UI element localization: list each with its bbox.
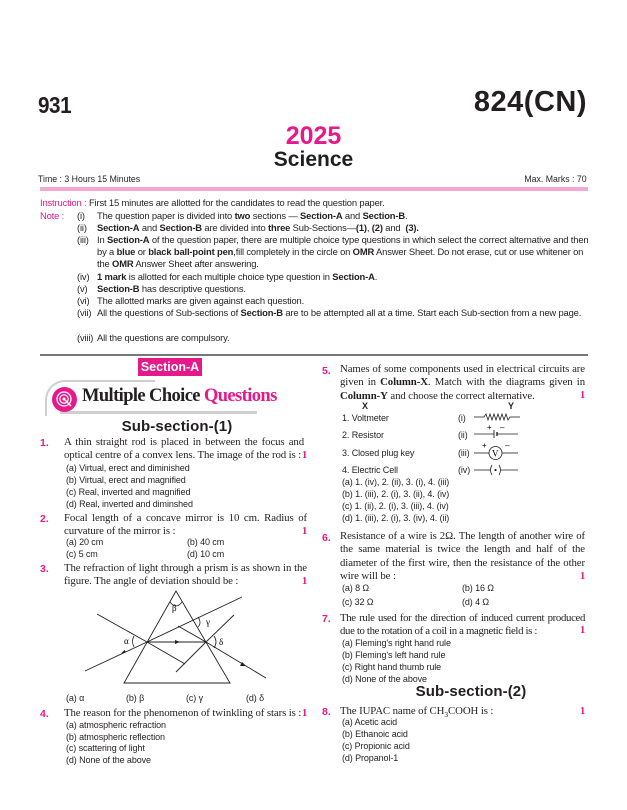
prism-triangle	[124, 591, 230, 683]
question-stem: The rule used for the direction of induced current produced due to the rotation of a coil in a magnetic field is :	[340, 612, 585, 638]
column-x-header: X	[362, 401, 368, 411]
note-text: Section-A and Section-B are divided into three Sub-Sections—(1), (2) and (3).	[97, 221, 419, 233]
max-marks: Max. Marks : 70	[524, 174, 587, 185]
question-marks: 1	[302, 449, 308, 461]
option-a[interactable]: (a) 8 Ω	[342, 583, 370, 593]
gamma-arc	[198, 617, 200, 627]
alpha-arc	[133, 636, 135, 647]
plug-key-symbol	[474, 465, 518, 475]
prism-refraction-figure	[30, 590, 320, 690]
mcq-title	[82, 386, 277, 407]
question-marks: 1	[302, 525, 308, 537]
paper-number: 931	[38, 92, 72, 118]
cell-symbol	[474, 423, 518, 438]
option-b[interactable]: (b) 1. (iii), 2. (i), 3. (ii), 4. (iv)	[342, 489, 450, 499]
column-y-item: (i)	[458, 413, 466, 423]
note-number: (vii)	[77, 307, 92, 319]
instruction-text: First 15 minutes are allotted for the candidates to read the question paper.	[88, 197, 385, 208]
gamma-label: γ	[206, 617, 210, 627]
note-number: (viii)	[77, 331, 94, 343]
option-d[interactable]: (d) Propanol-1	[342, 753, 399, 763]
note-label: Note :	[40, 209, 65, 221]
option-c[interactable]: (c) scattering of light	[66, 743, 145, 753]
svg-text:–: –	[500, 423, 505, 432]
option-a[interactable]: (a) 1. (iv), 2. (ii), 3. (i), 4. (iii)	[342, 477, 450, 487]
option-c[interactable]: (c) Propionic acid	[342, 741, 410, 751]
note-item	[77, 234, 592, 271]
column-y-item: (iii)	[458, 448, 470, 458]
note-text: Section-B has descriptive questions.	[97, 282, 246, 294]
emergent-extension	[178, 626, 206, 642]
stem-subscript: 3	[444, 710, 449, 720]
resistor-symbol	[474, 414, 520, 420]
voltmeter-symbol	[474, 441, 518, 460]
option-d[interactable]: (d) δ	[246, 693, 265, 703]
option-d[interactable]: (d) None of the above	[66, 754, 151, 765]
note-text: In Section-A of the question paper, there are multiple choice type questions in which select the correct alternative and then by a blue or black ball-point pen,fill completely in the circle on OMR Answer Sheet. Do not erase, cut or use whitener on the OMR Answer Sheet after answering.	[97, 233, 589, 270]
normal-left-extension	[97, 614, 147, 642]
note-item	[77, 222, 592, 234]
svg-text:–: –	[505, 441, 510, 450]
svg-text:V: V	[492, 448, 499, 459]
column-y-item: (iv)	[458, 465, 471, 475]
question-stem: A thin straight rod is placed in between the focus and optical centre of a convex lens. The image of the rod is :	[64, 436, 304, 462]
section-a-badge: Section-A	[138, 358, 202, 376]
option-a[interactable]: (a) Fleming's right hand rule	[342, 638, 451, 648]
note-number: (v)	[77, 282, 88, 294]
note-number: (i)	[77, 209, 85, 221]
option-d[interactable]: (d) None of the above	[342, 674, 427, 684]
refracted-arrow	[175, 640, 180, 644]
question-stem: The reason for the phenomenon of twinkling of stars is :	[64, 707, 302, 719]
column-x-item: 3. Closed plug key	[342, 448, 415, 458]
question-marks: 1	[302, 707, 308, 719]
option-c[interactable]: (c) Real, inverted and magnified	[66, 487, 191, 497]
note-item	[77, 271, 592, 283]
note-item	[77, 210, 592, 222]
option-c[interactable]: (c) 5 cm	[66, 549, 98, 559]
note-item	[77, 307, 592, 319]
stem-text: COOH is :	[448, 705, 494, 717]
note-text: The question paper is divided into two sections — Section-A and Section-B.	[97, 209, 408, 221]
svg-text:+: +	[487, 423, 492, 432]
delta-label: δ	[219, 637, 224, 647]
question-marks: 1	[580, 571, 586, 582]
note-text: The allotted marks are given against each question.	[97, 294, 305, 306]
exam-year: 2025	[285, 122, 342, 150]
option-b[interactable]: (b) 16 Ω	[462, 583, 494, 593]
question-stem: Focal length of a concave mirror is 10 cm. Radius of curvature of the mirror is :	[64, 512, 307, 538]
option-b[interactable]: (b) atmospheric reflection	[66, 731, 165, 742]
question-number: 8.	[322, 706, 331, 718]
option-a[interactable]: (a) atmospheric refraction	[66, 720, 166, 730]
note-item	[77, 332, 592, 344]
question-marks: 1	[580, 389, 586, 401]
subsection-2-heading: Sub-section-(2)	[415, 683, 527, 700]
mcq-title-accent: Questions	[203, 386, 277, 406]
note-text: 1 mark is allotted for each multiple choice type question in Section-A.	[97, 270, 378, 282]
option-c[interactable]: (c) γ	[186, 693, 203, 703]
normal-left-inner	[147, 642, 185, 664]
mcq-banner-underline	[60, 411, 257, 414]
option-a[interactable]: (a) α	[66, 693, 85, 703]
target-icon	[52, 387, 77, 412]
alpha-label: α	[124, 636, 129, 646]
column-y-header: Y	[508, 401, 514, 411]
question-number: 2.	[40, 513, 49, 525]
question-stem: Names of some components used in electrical circuits are given in Column-X. Match with the diagrams given in Column-Y and choose the correct alternative.	[340, 363, 585, 402]
note-number: (vi)	[77, 294, 90, 306]
question-marks: 1	[302, 575, 308, 587]
option-b[interactable]: (b) Virtual, erect and magnified	[66, 475, 186, 485]
question-marks: 1	[580, 625, 586, 636]
question-number: 4.	[40, 708, 49, 720]
time-allowed: Time : 3 Hours 15 Minutes	[38, 174, 141, 185]
column-x-item: 1. Voltmeter	[342, 413, 389, 423]
question-number: 5.	[322, 365, 331, 377]
subsection-1-heading: Sub-section-(1)	[121, 418, 233, 435]
instruction-line	[40, 197, 385, 209]
note-text: All the questions are compulsory.	[97, 331, 230, 343]
option-d[interactable]: (d) 1. (iii), 2. (i), 3. (iv), 4. (ii)	[342, 513, 450, 523]
option-d[interactable]: (d) 10 cm	[187, 549, 225, 559]
option-a[interactable]: (a) 20 cm	[66, 537, 104, 547]
delta-arc	[214, 636, 216, 648]
normal-right-inner	[176, 642, 206, 672]
subject-title: Science	[273, 148, 354, 171]
column-x-item: 4. Electric Cell	[342, 465, 398, 475]
instruction-label: Instruction :	[40, 197, 87, 208]
column-x-item: 2. Resistor	[342, 430, 384, 440]
option-c[interactable]: (c) 32 Ω	[342, 597, 374, 607]
option-d[interactable]: (d) Real, inverted and diminshed	[66, 499, 193, 509]
emergent-ray	[206, 642, 266, 678]
note-item	[77, 295, 592, 307]
option-c[interactable]: (c) 1. (ii), 2. (i), 3. (iii), 4. (iv)	[342, 501, 449, 511]
option-a[interactable]: (a) Virtual, erect and diminished	[66, 463, 190, 473]
question-number: 1.	[40, 437, 49, 449]
note-number: (iv)	[77, 270, 90, 282]
mcq-title-main: Multiple Choice	[82, 386, 204, 406]
note-number: (ii)	[77, 221, 87, 233]
note-text: All the questions of Sub-sections of Section-B are to be attempted all at a time. Start each Sub-section from a new page.	[97, 307, 582, 319]
option-a[interactable]: (a) Acetic acid	[342, 717, 398, 727]
paper-code: 824(CN)	[473, 86, 587, 118]
question-stem: The refraction of light through a prism is as shown in the figure. The angle of deviation should be :	[64, 562, 307, 588]
note-item	[77, 283, 592, 295]
question-marks: 1	[580, 706, 586, 717]
header-divider	[40, 187, 588, 191]
incident-ray	[85, 642, 147, 671]
svg-text:+: +	[482, 441, 487, 450]
note-number: (iii)	[77, 233, 89, 245]
question-number: 6.	[322, 532, 331, 544]
stem-text: The IUPAC name of CH	[340, 705, 445, 717]
option-b[interactable]: (b) β	[126, 693, 145, 703]
option-c[interactable]: (c) Right hand thumb rule	[342, 662, 442, 672]
instructions-divider	[40, 354, 588, 356]
option-b[interactable]: (b) 40 cm	[187, 537, 225, 547]
question-number: 7.	[322, 613, 331, 625]
option-d[interactable]: (d) 4 Ω	[462, 597, 490, 607]
question-number: 3.	[40, 563, 49, 575]
option-b[interactable]: (b) Ethanoic acid	[342, 729, 408, 739]
column-y-item: (ii)	[458, 430, 468, 440]
option-b[interactable]: (b) Fleming's left hand rule	[342, 650, 446, 660]
beta-label: β	[172, 603, 177, 613]
circuit-symbols	[472, 408, 542, 480]
question-stem: Resistance of a wire is 2Ω. The length of another wire of the same material is twice the length and half of the diameter of the first wire, then the resistance of the other wire will be :	[340, 530, 585, 583]
